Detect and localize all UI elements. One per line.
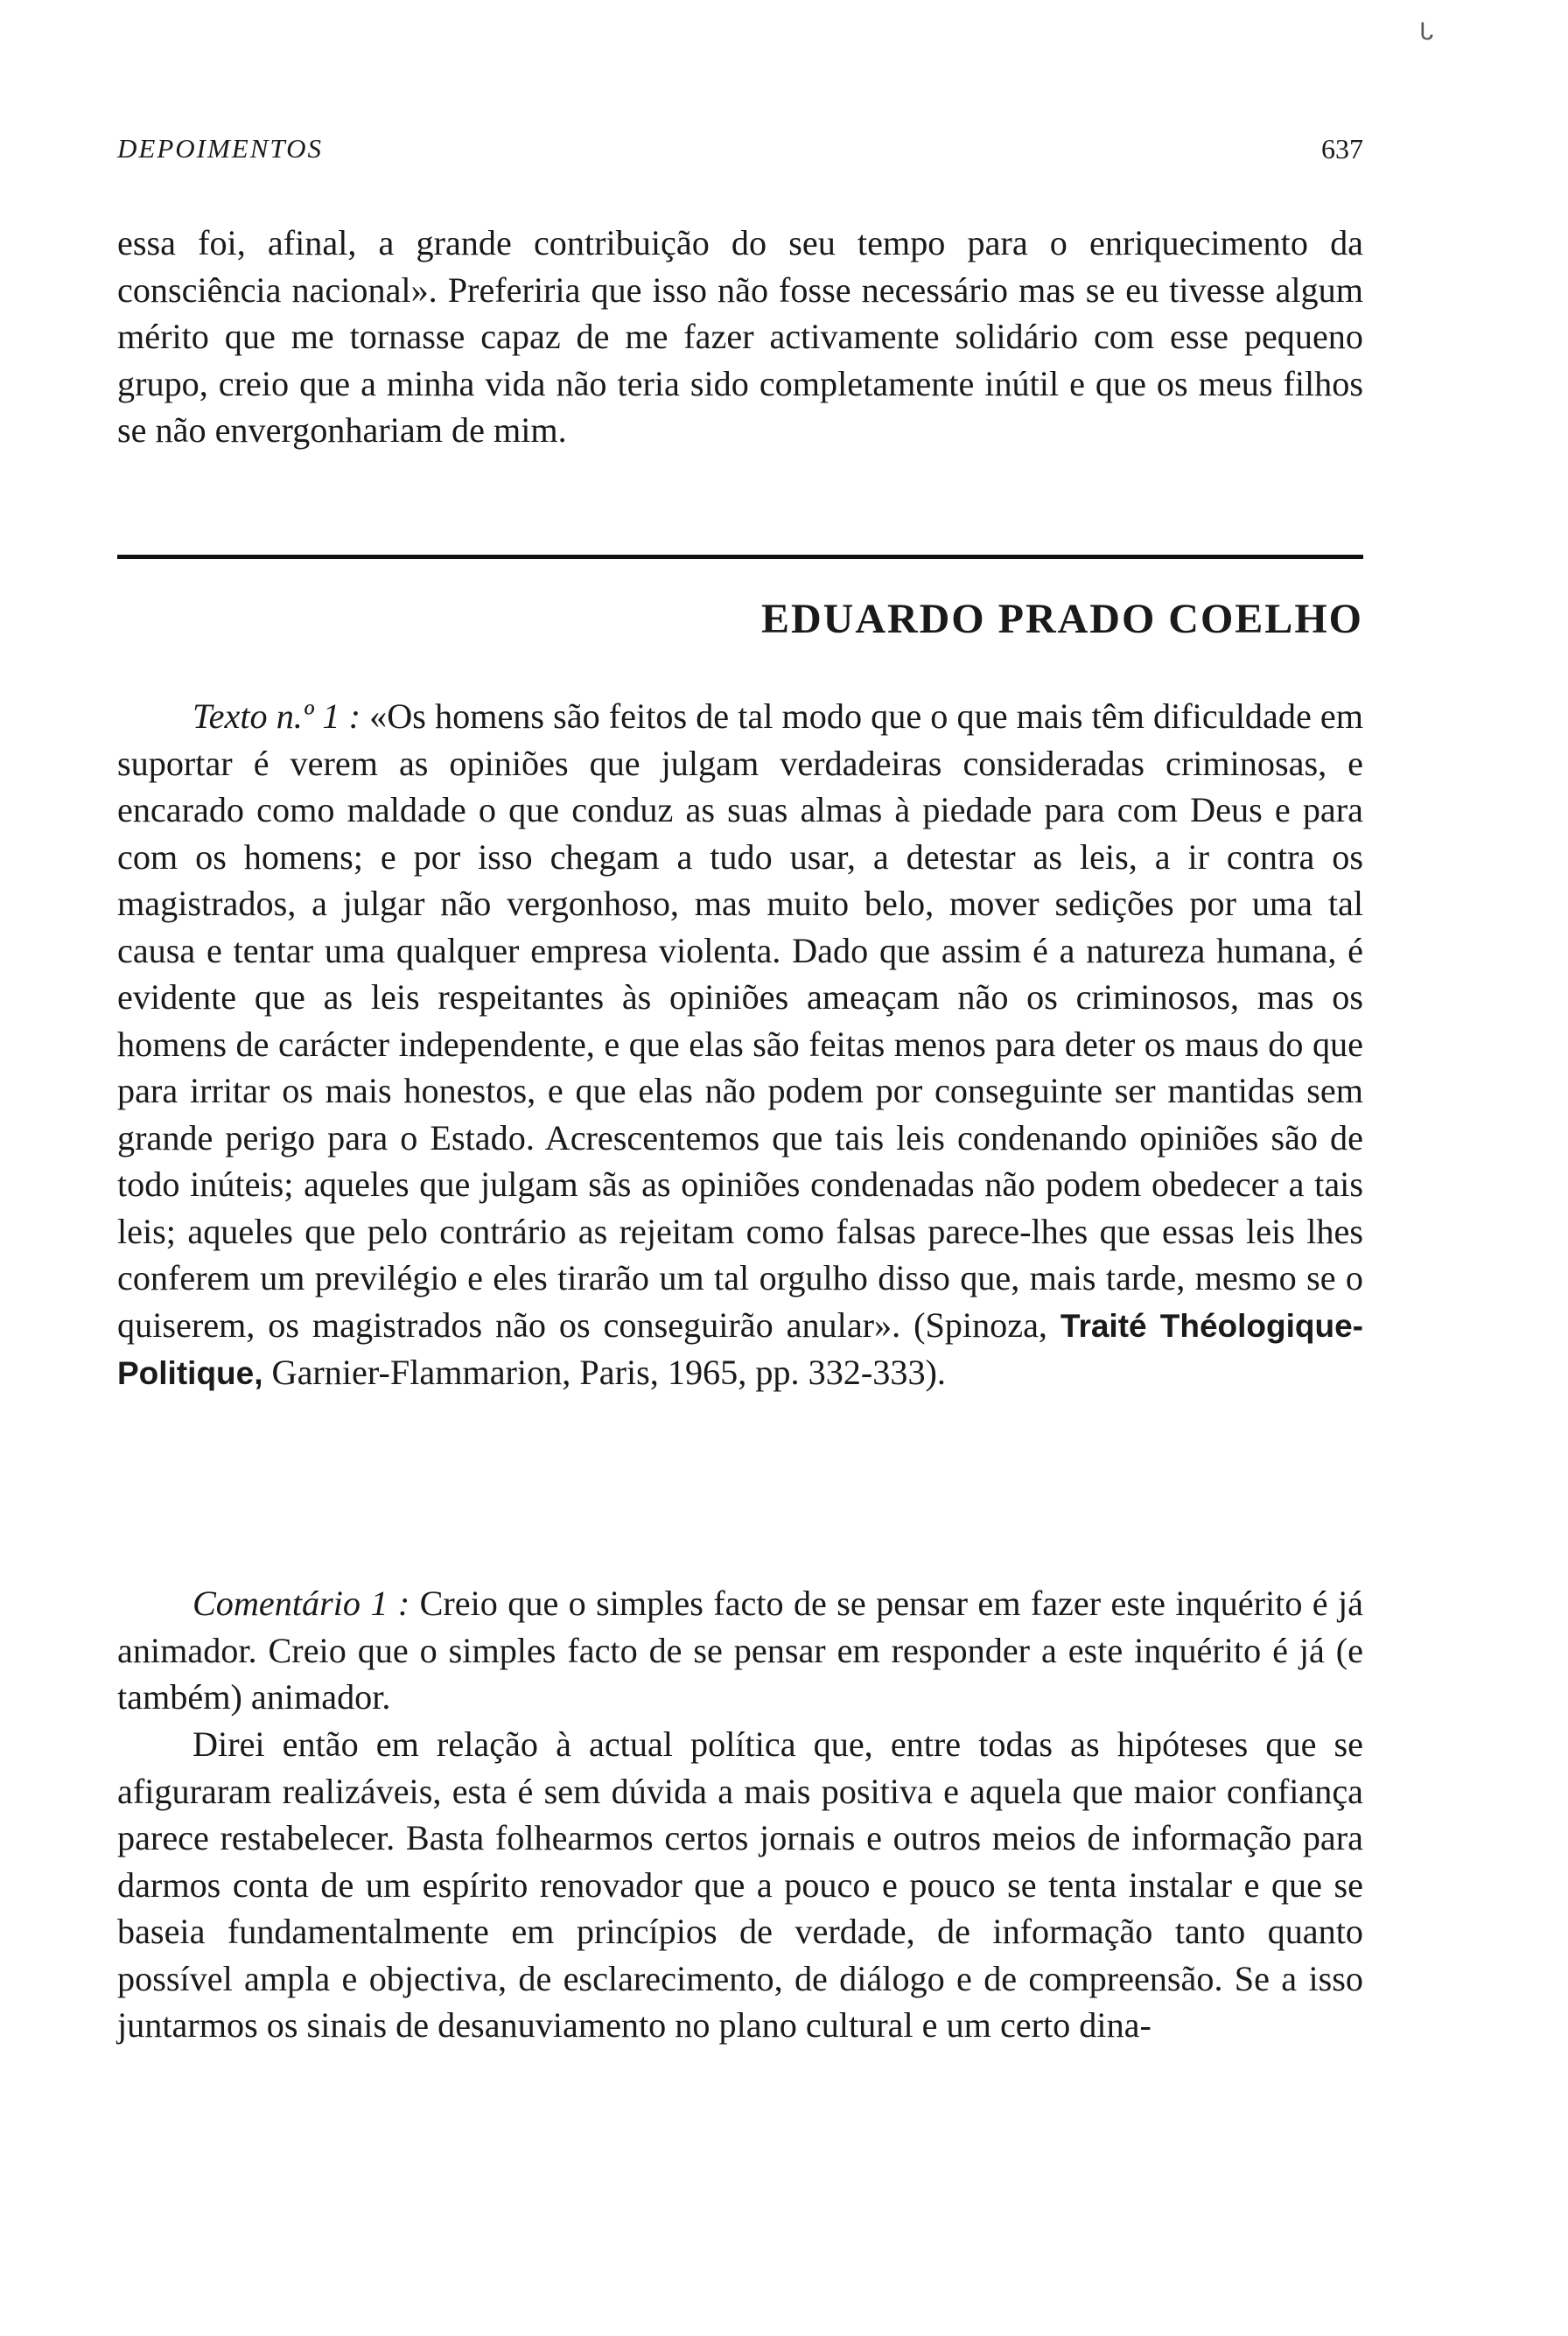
comentario-1-paragraph xyxy=(117,1580,1363,1721)
corner-mark: ᒐ xyxy=(1419,19,1434,45)
running-title: DEPOIMENTOS xyxy=(117,133,323,164)
comentario-1-label: Comentário 1 : xyxy=(192,1584,410,1623)
paragraph-final: Direi então em relação à actual política que, entre todas as hipóteses que se afiguraram realizáveis, esta é sem dúvida a mais positiva e aquela que maior confiança parece restabelecer. Basta folhearmos certos jornais e outros meios de informação para darmos conta de um espírito renovador que a pouco e pouco se tenta instalar e que se baseia fundamentalmente em princípios de verdade, de informação tanto quanto possível ampla e objectiva, de esclarecimento, de diálogo e de compreensão. Se a isso juntarmos os sinais de desanuviamento no plano cultural e um certo dina- xyxy=(117,1724,1363,2045)
section-author-heading: EDUARDO PRADO COELHO xyxy=(760,596,1363,642)
section-divider xyxy=(117,555,1363,559)
texto-1-quote: «Os homens são feitos de tal modo que o que mais têm dificuldade em suportar é verem as opiniões que julgam verdadeiras consideradas criminosas, e encarado como maldade o que conduz as suas almas à piedade para com Deus e para com os homens; e por isso chegam a tudo usar, a detestar as leis, a ir contra os magistrados, a julgar não vergonhoso, mas muito belo, mover sedições por uma tal causa e tentar uma qualquer empresa violenta. Dado que assim é a natureza humana, é evidente que as leis respeitantes às opiniões ameaçam não os criminosos, mas os homens de carácter independente, e que elas são feitas menos para deter os maus do que para irritar os mais honestos, e que elas não podem por conseguinte ser mantidas sem grande perigo para o Estado. Acrescentemos que tais leis condenando opiniões são de todo inúteis; aqueles que julgam sãs as opiniões condenadas não podem obedecer a tais leis; aqueles que pelo contrário as rejeitam como falsas parece-lhes que essas leis lhes conferem um previlégio e eles tirarão um tal orgulho disso que, mais tarde, mesmo se o quiserem, os magistrados não os conseguirão anular». (Spinoza, xyxy=(117,696,1364,1345)
citation-details: Garnier-Flammarion, Paris, 1965, pp. 332-333). xyxy=(262,1353,946,1392)
running-header xyxy=(117,133,1363,171)
texto-1-paragraph xyxy=(117,693,1363,1397)
page-number: 637 xyxy=(1321,133,1363,164)
paragraph-continuation: essa foi, afinal, a grande contribuição do seu tempo para o enriquecimento da consciência nacional». Preferiria que isso não fosse necessário mas se eu tivesse algum mérito que me tornasse capaz de me fazer activamente solidário com esse pequeno grupo, creio que a minha vida não teria sido completamente inútil e que os meus filhos se não envergonhariam de mim. xyxy=(117,223,1363,450)
comentario-1-text: Creio que o simples facto de se pensar em fazer este inquérito é já animador. Creio que o simples facto de se pensar em responder a este inquérito é já (e também) animador. xyxy=(117,1584,1363,1717)
texto-1-label: Texto n.º 1 : xyxy=(192,696,361,736)
cited-work-title: Traité Théologique-Politique, xyxy=(117,1307,1363,1391)
